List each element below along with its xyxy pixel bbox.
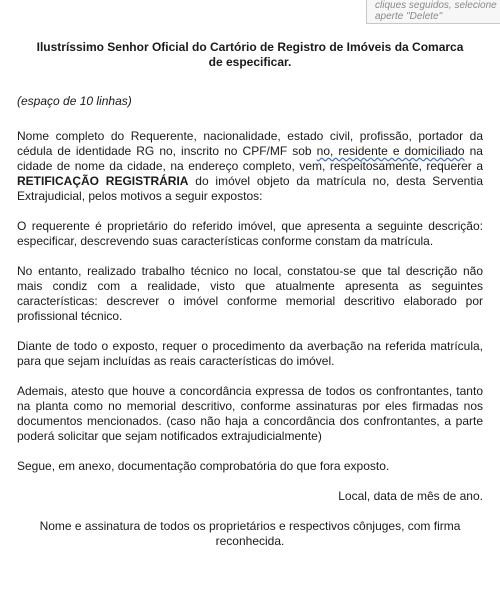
signature-line[interactable]: Nome e assinatura de todos os proprietários e respectivos cônjuges, com firma reconhecida. [39, 519, 461, 548]
paragraph-trabalho-tecnico[interactable]: No entanto, realizado trabalho técnico no local, constatou-se que tal descrição não mais condiz com a realidade, visto que atualmente apresenta as seguintes características: descrever o imóvel conforme memorial descritivo elaborado por profissional técnico. [17, 264, 483, 323]
instruction-note [366, 0, 500, 24]
paragraph-descricao[interactable]: O requerente é proprietário do referido imóvel, que apresenta a seguinte descrição: especificar, descrevendo suas características conforme constam da matrícula. [17, 219, 483, 248]
note-line-1: cliques seguidos, selecione [375, 0, 497, 11]
paragraph-requerente[interactable] [17, 129, 483, 204]
paragraph-anexo[interactable]: Segue, em anexo, documentação comprobatória do que fora exposto. [17, 459, 390, 473]
paragraph-confrontantes[interactable]: Ademais, atesto que houve a concordância expressa de todos os confrontantes, tanto na planta como no memorial descritivo, conforme assinaturas por eles firmadas nos documentos mencionados. (caso não haja a concordância dos confrontantes, a parte poderá solicitar que sejam notificados extrajudicialmente) [17, 384, 483, 443]
p1-text-end: do imóvel objeto da matrícula no, desta Serventia Extrajudicial, pelos motivos a seguir expostos: [17, 174, 483, 203]
title-line-1: Ilustríssimo Senhor Oficial do Cartório de Registro de Imóveis da Comarca [36, 40, 464, 54]
p1-text-middle: na cidade de nome da cidade, na endereço completo, vem, respeitosamente, requerer a [17, 144, 483, 173]
p1-text-start: Nome completo do Requerente, nacionalidade, estado civil, profissão, portador da cédula de identidade RG no, inscrito no CPF/MF sob [17, 129, 483, 158]
p1-bold-term: RETIFICAÇÃO REGISTRÁRIA [17, 174, 189, 188]
document-title [17, 40, 483, 70]
document-body [17, 40, 483, 564]
space-note: (espaço de 10 linhas) [17, 94, 132, 108]
title-line-2: de especificar. [208, 55, 292, 69]
paragraph-requerimento[interactable]: Diante de todo o exposto, requer o procedimento da averbação na referida matrícula, para que sejam incluídas as reais características do imóvel. [17, 339, 483, 368]
note-line-2: aperte "Delete" [375, 11, 443, 22]
grammar-flagged-text[interactable]: no, residente e domiciliado [316, 144, 465, 158]
date-line[interactable]: Local, data de mês de ano. [338, 489, 483, 503]
